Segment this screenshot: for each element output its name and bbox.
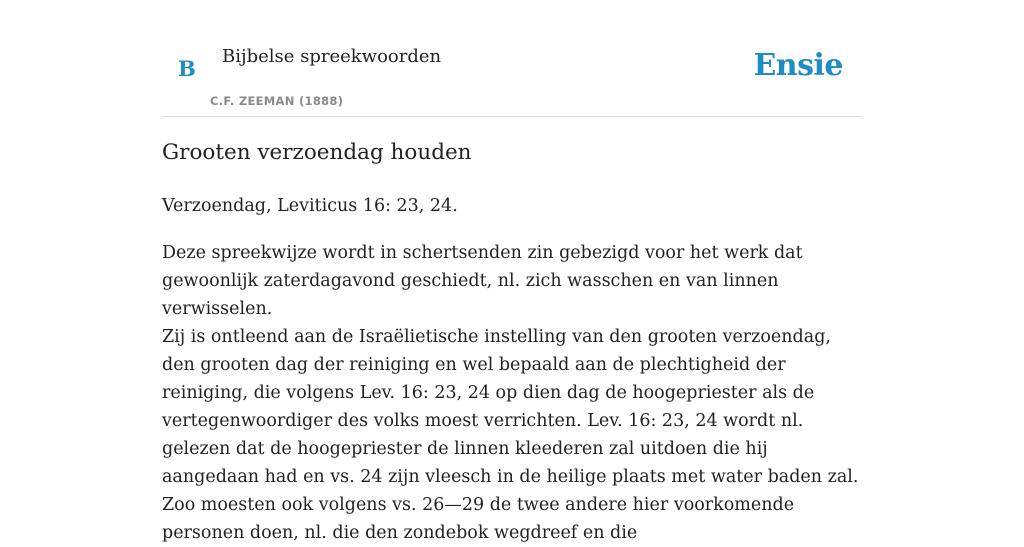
entry-paragraph: Deze spreekwijze wordt in schertsenden zin gebezigd voor het werk dat gewoonlijk zaterdagavond geschiedt, nl. zich wasschen en van linnen verwisselen.: [162, 243, 803, 319]
book-letter-icon: B: [178, 56, 196, 81]
entry-paragraph: Zij is ontleend aan de Israëlietische instelling van den grooten verzoendag, den grooten dag der reiniging en wel bepaald aan de plechtigheid der reiniging, die volgens Lev. 16: 23, 24 op dien dag de hoogepriester als de vertegenwoordiger des volks moest verrichten. Lev. 16: 23, 24 wordt nl. gelezen dat de hoogepriester de linnen kleederen zal uitdoen die hij aangedaan had en vs. 24 zijn vleesch in de heilige plaats met water baden zal. Zoo moesten ook volgens vs. 26—29 de twee andere hier voorkomende personen doen, nl. die den zondebok wegdreef en die: [162, 327, 859, 543]
book-header: [162, 0, 862, 117]
entry-title: Grooten verzoendag houden: [162, 140, 472, 165]
entry-reference: Verzoendag, Leviticus 16: 23, 24.: [162, 196, 458, 216]
book-author: C.F. ZEEMAN (1888): [210, 94, 344, 108]
book-title-link[interactable]: Bijbelse spreekwoorden: [222, 46, 442, 67]
article-page: [162, 0, 862, 543]
ensie-logo-link[interactable]: Ensie: [753, 48, 843, 83]
